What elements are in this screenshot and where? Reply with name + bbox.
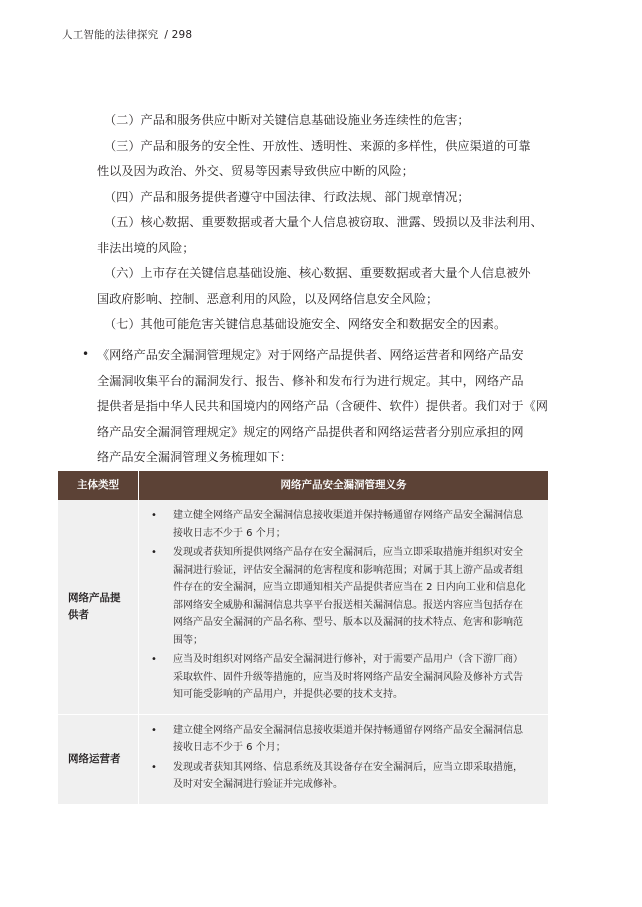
bullet-line: 络产品安全漏洞管理义务梳理如下： xyxy=(97,450,292,464)
paragraph: 性以及因为政治、外交、贸易等因素导致供应中断的风险； xyxy=(97,164,414,178)
bullet-line: 络产品安全漏洞管理规定》规定的网络产品提供者和网络运营者分别应承担的网 xyxy=(97,424,524,439)
obligation-item xyxy=(151,651,530,704)
paragraph: （七）其他可能危害关键信息基础设施安全、网络安全和数据安全的因素。 xyxy=(104,317,507,331)
obligation-item xyxy=(151,544,530,649)
bullet-paragraph xyxy=(97,343,549,471)
obligations-cell xyxy=(139,500,549,714)
subject-type-cell: 网络产品提供者 xyxy=(58,500,139,714)
column-header-obligations: 网络产品安全漏洞管理义务 xyxy=(139,471,549,500)
obligation-text: 应当及时组织对网络产品安全漏洞进行修补，对于需要产品用户（含下游厂商）采取软件、固件升级等措施的，应当及时将网络产品安全漏洞风险及修补方式告知可能受影响的产品用户，并提供必要的技术支持。 xyxy=(173,654,523,700)
table-header-row xyxy=(58,471,548,500)
paragraph: （四）产品和服务提供者遵守中国法律、行政法规、部门规章情况； xyxy=(104,189,470,204)
running-header xyxy=(62,27,192,42)
obligation-item xyxy=(151,722,530,757)
bullet-marker: • xyxy=(151,724,157,736)
bullet-line: 《网络产品安全漏洞管理规定》对于网络产品提供者、网络运营者和网络产品安 xyxy=(97,348,524,362)
table-row xyxy=(58,500,548,714)
bullet-marker: • xyxy=(82,347,90,361)
obligations-cell xyxy=(139,714,549,804)
paragraph: 非法出境的风险； xyxy=(97,240,195,255)
paragraph: 国政府影响、控制、恶意利用的风险，以及网络信息安全风险； xyxy=(97,291,439,306)
bullet-marker: • xyxy=(151,761,157,773)
bullet-marker: • xyxy=(151,654,157,665)
obligation-text: 发现或者获知所提供网络产品存在安全漏洞后，应当立即采取措施并组织对安全漏洞进行验证，评估安全漏洞的危害程度和影响范围；对属于其上游产品或者组件存在的安全漏洞，应当立即通知相关产品提供者应当在 2 日内向工业和信息化部网络安全威胁和漏洞信息共享平台报送相关漏洞信息。报送内容应当包括存在网络产品安全漏洞的产品名称、型号、版本以及漏洞的技术特点、危害和影响范围等； xyxy=(173,547,526,646)
bullet-line: 提供者是指中华人民共和国境内的网络产品（含硬件、软件）提供者。我们对于《网 xyxy=(97,399,548,413)
column-header-subject-type: 主体类型 xyxy=(58,471,139,500)
obligations-table xyxy=(58,471,548,804)
obligation-item xyxy=(151,759,530,794)
body-text xyxy=(97,108,549,338)
bullet-marker: • xyxy=(151,547,157,558)
paragraph: （二）产品和服务供应中断对关键信息基础设施业务连续性的危害； xyxy=(104,113,470,127)
subject-type-cell: 网络运营者 xyxy=(58,714,139,804)
obligation-item xyxy=(151,507,530,542)
paragraph: （五）核心数据、重要数据或者大量个人信息被窃取、泄露、毁损以及非法利用、 xyxy=(104,215,543,229)
page-number: / 298 xyxy=(164,29,193,41)
paragraph: （三）产品和服务的安全性、开放性、透明性、来源的多样性，供应渠道的可靠 xyxy=(104,138,531,153)
obligation-text: 建立健全网络产品安全漏洞信息接收渠道并保持畅通留存网络产品安全漏洞信息接收日志不少于 6 个月； xyxy=(173,724,523,753)
table-row xyxy=(58,714,548,804)
bullet-line: 全漏洞收集平台的漏洞发行、报告、修补和发布行为进行规定。其中，网络产品 xyxy=(97,373,524,388)
book-title: 人工智能的法律探究 xyxy=(62,29,159,41)
obligation-text: 建立健全网络产品安全漏洞信息接收渠道并保持畅通留存网络产品安全漏洞信息接收日志不少于 6 个月； xyxy=(173,510,523,539)
paragraph: （六）上市存在关键信息基础设施、核心数据、重要数据或者大量个人信息被外 xyxy=(104,266,531,280)
obligation-text: 发现或者获知其网络、信息系统及其设备存在安全漏洞后，应当立即采取措施，及时对安全漏洞进行验证并完成修补。 xyxy=(173,761,523,790)
bullet-marker: • xyxy=(151,510,157,521)
